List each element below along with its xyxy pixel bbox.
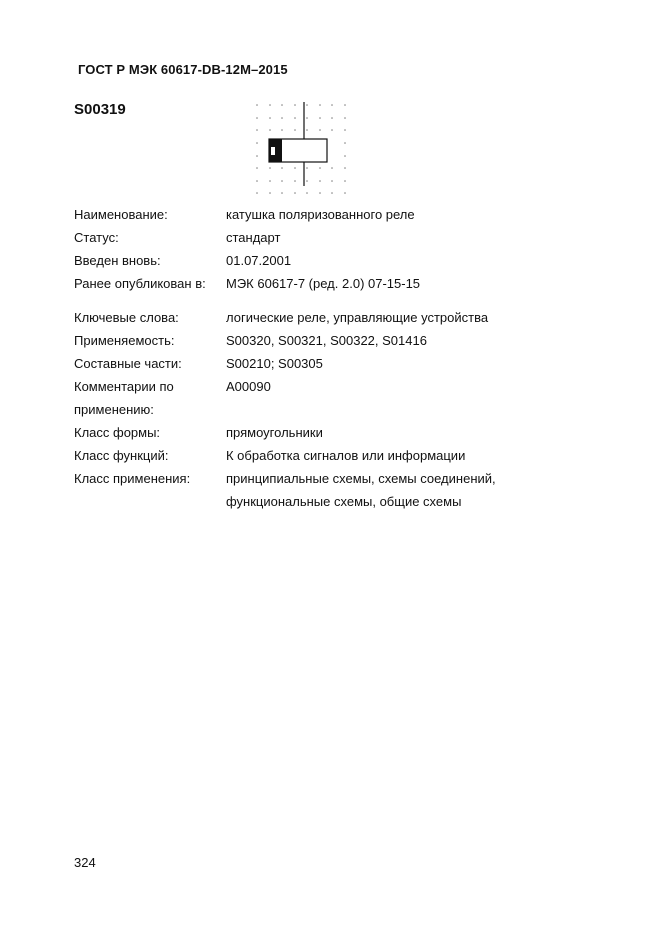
field-name [74,203,594,226]
field-applicability [74,329,594,352]
field-application-notes [74,375,594,421]
field-value: К обработка сигналов или информации [226,448,466,463]
field-label: Класс применения: [74,471,191,486]
field-label: Класс формы: [74,425,161,440]
field-label: Класс функций: [74,448,169,463]
field-value: МЭК 60617-7 (ред. 2.0) 07-15-15 [226,276,421,291]
field-label: Введен вновь: [74,253,161,268]
field-keywords [74,306,594,329]
page-number: 324 [74,855,96,870]
field-value: принципиальные схемы, схемы соединений, функциональные схемы, общие схемы [226,471,496,509]
field-status [74,226,594,249]
document-fields [74,203,594,513]
field-label: Применяемость: [74,333,175,348]
field-value: A00090 [226,379,271,394]
field-label: Статус: [74,230,119,245]
field-components [74,352,594,375]
field-value: 01.07.2001 [226,253,292,268]
field-value: логические реле, управляющие устройства [226,310,489,325]
field-label: Составные части: [74,356,182,371]
field-label: Наименование: [74,207,168,222]
field-value: S00210; S00305 [226,356,323,371]
field-application-class [74,467,594,513]
field-label: Ключевые слова: [74,310,179,325]
field-label: Комментарии по применению: [74,379,174,417]
symbol-code: S00319 [74,101,126,118]
field-label: Ранее опубликован в: [74,276,206,291]
document-header: ГОСТ Р МЭК 60617-DB-12M–2015 [78,62,288,77]
field-shape-class [74,421,594,444]
field-value: стандарт [226,230,281,245]
field-introduced [74,249,594,272]
field-previously-published [74,272,594,295]
polarized-relay-coil-symbol-icon [250,98,350,194]
field-function-class [74,444,594,467]
field-value: катушка поляризованного реле [226,207,415,222]
field-value: прямоугольники [226,425,323,440]
field-value: S00320, S00321, S00322, S01416 [226,333,427,348]
